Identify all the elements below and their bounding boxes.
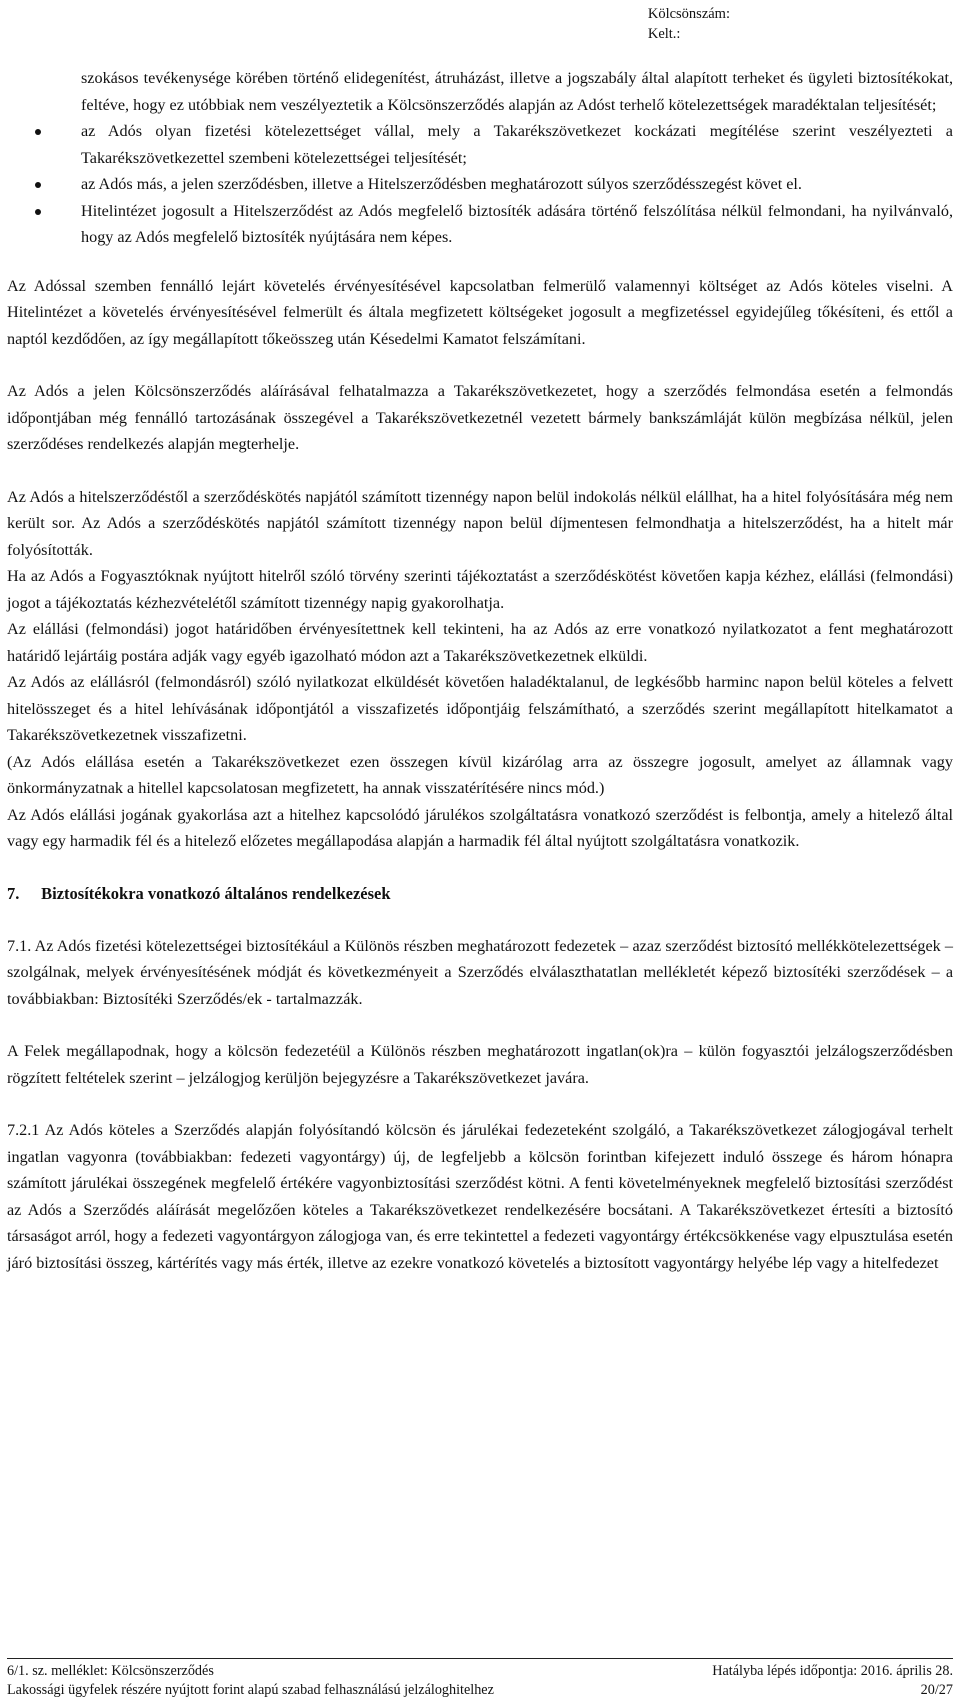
paragraph-mortgage-agreement: A Felek megállapodnak, hogy a kölcsön fedezetéül a Különös részben meghatározott ingatlan(ok)ra – külön fogyasztói jelzálogszerződésben rögzített feltételek szerint – jelzálogjog kerüljön bejegyzésre a Takarékszövetkezet javára.	[7, 1042, 953, 1087]
document-body	[7, 65, 953, 1276]
paragraph: Ha az Adós a Fogyasztóknak nyújtott hitelről szóló törvény szerinti tájékoztatást a szerződéskötést követően kapja kézhez, elállási (felmondási) jogot a tájékoztatás kézhezvételétől számított tizennégy napig gyakorolhatja.	[7, 567, 953, 612]
date-label: Kelt.:	[647, 26, 681, 42]
section-number: 7.	[7, 883, 20, 903]
page-number: 20/27	[920, 1682, 953, 1698]
annex-label: 6/1. sz. melléklet: Kölcsönszerződés	[7, 1663, 214, 1679]
paragraph: Az elállási (felmondási) jogot határidőben érvényesítettnek kell tekinteni, ha az Adós az erre vonatkozó nyilatkozatot a fent meghatározott határidő lejártáig postára adják vagy egyéb igazolható módon azt a Takarékszövetkezetnek elküldi.	[7, 620, 953, 665]
loan-number-label: Kölcsönszám:	[647, 6, 730, 22]
list-item: az Adós olyan fizetési kötelezettséget vállal, mely a Takarékszövetkezet kockázati megítélése szerint veszélyezteti a Takarékszövetkezettel szembeni kötelezettségei teljesítését;	[7, 118, 953, 171]
paragraph: Az Adós elállási jogának gyakorlása azt a hitelhez kapcsolódó járulékos szolgáltatásra vonatkozó szerződést is felbontja, amely a hitelező által vagy egy harmadik fél és a hitelező előzetes megállapodása alapján a harmadik fél által nyújtott szolgáltatásra vonatkozik.	[7, 805, 953, 850]
list-item: az Adós más, a jelen szerződésben, illetve a Hitelszerződésben meghatározott súlyos szerződésszegést követ el.	[7, 171, 953, 198]
section-heading	[7, 881, 953, 907]
effective-date: Hatályba lépés időpontja: 2016. április 28.	[712, 1663, 953, 1679]
paragraph: Az Adós a jelen Kölcsönszerződés aláírásával felhatalmazza a Takarékszövetkezetet, hogy a szerződés felmondása esetén a felmondás időpontjában még fennálló tartozásának összegével a Takarékszövetkezetnél vezetett bármely bankszámláját külön megbízása nélkül, jelen szerződéses rendelkezés alapján megterhelje.	[7, 382, 953, 453]
section-title: Biztosítékokra vonatkozó általános rendelkezések	[41, 883, 391, 903]
page-header	[648, 4, 730, 44]
list-item: Hitelintézet jogosult a Hitelszerződést az Adós megfelelő biztosíték adására történő felszólítása nélkül felmondani, ha nyilvánvaló, hogy az Adós megfelelő biztosíték nyújtására nem képes.	[7, 198, 953, 251]
product-description: Lakossági ügyfelek részére nyújtott forint alapú szabad felhasználású jelzáloghitelhez	[7, 1682, 494, 1698]
paragraph: Az Adós a hitelszerződéstől a szerződéskötés napjától számított tizennégy napon belül indokolás nélkül elállhat, ha a hitel folyósítására még nem került sor. Az Adós a szerződéskötés napjától számított tizennégy napon belül díjmentesen felmondhatja a hitelszerződést, ha a hitelt már folyósították.	[7, 487, 953, 559]
termination-conditions-list	[7, 118, 953, 251]
intro-continuation: szokásos tevékenysége körében történő elidegenítést, átruházást, illetve a jogszabály által alapított terheket és ügyleti biztosítékokat, feltéve, hogy ez utóbbiak nem veszélyeztetik a Kölcsönszerződés alapján az Adóst terhelő kötelezettségek maradéktalan teljesítését;	[81, 69, 953, 114]
paragraph: Az Adóssal szemben fennálló lejárt követelés érvényesítésével kapcsolatban felmerülő valamennyi költséget az Adós köteles viselni. A Hitelintézet a követelés érvényesítésével felmerült és általa megfizetett költségeket jogosult a megfizetéssel egyidejűleg tőkésíteni, és ettől a naptól kezdődően, az így megállapított tőkeösszeg után Késedelmi Kamatot felszámítani.	[7, 276, 953, 348]
paragraph: (Az Adós elállása esetén a Takarékszövetkezet ezen összegen kívül kizárólag arra az összegre jogosult, amelyet az államnak vagy önkormányzatnak a hitellel kapcsolatosan megfizetett, ha annak visszatérítésére nincs mód.)	[7, 752, 953, 797]
paragraph-7-1: 7.1. Az Adós fizetési kötelezettségei biztosítékául a Különös részben meghatározott fedezetek – azaz szerződést biztosító mellékkötelezettségek – szolgálnak, melyek érvényesítésének módját és következményeit a Szerződés elválaszthatatlan mellékletét képező biztosítéki szerződések – a továbbiakban: Biztosítéki Szerződés/ek - tartalmazzák.	[7, 936, 953, 1008]
paragraph: Az Adós az elállásról (felmondásról) szóló nyilatkozat elküldését követően haladéktalanul, de legkésőbb harminc napon belül köteles a felvett hitelösszeget és a hitel lehívásának időpontjától a visszafizetés időpontjáig felszámítható, a szerződés szerint megállapított hitelkamatot a Takarékszövetkezetnek visszafizetni.	[7, 673, 953, 744]
page-footer	[7, 1658, 953, 1700]
paragraph-7-2-1: 7.2.1 Az Adós köteles a Szerződés alapján folyósítandó kölcsön és járulékai fedezeteként szolgáló, a Takarékszövetkezet zálogjogával terhelt ingatlan vagyonra (továbbiakban: fedezeti vagyontárgy) új, de legfeljebb a kölcsön forintban kifejezett induló összege és három hónapra számított járulékai összegének megfelelő értékére vagyonbiztosítási szerződést kötni. A fenti követelményeknek megfelelő biztosítási szerződést az Adós a Szerződés aláírását megelőzően köteles a Takarékszövetkezet rendelkezésére bocsátani. A Takarékszövetkezet értesíti a biztosító társaságot arról, hogy a fedezeti vagyontárgyon zálogjoga van, és erre tekintettel a fedezeti vagyontárgy értékcsökkenése vagy elpusztulása esetén járó biztosítási összeg, kártérítés vagy más érték, illetve az ezekre vonatkozó követelés a biztosított vagyontárgy helyébe lép vagy a hitelfedezet	[7, 1121, 953, 1272]
